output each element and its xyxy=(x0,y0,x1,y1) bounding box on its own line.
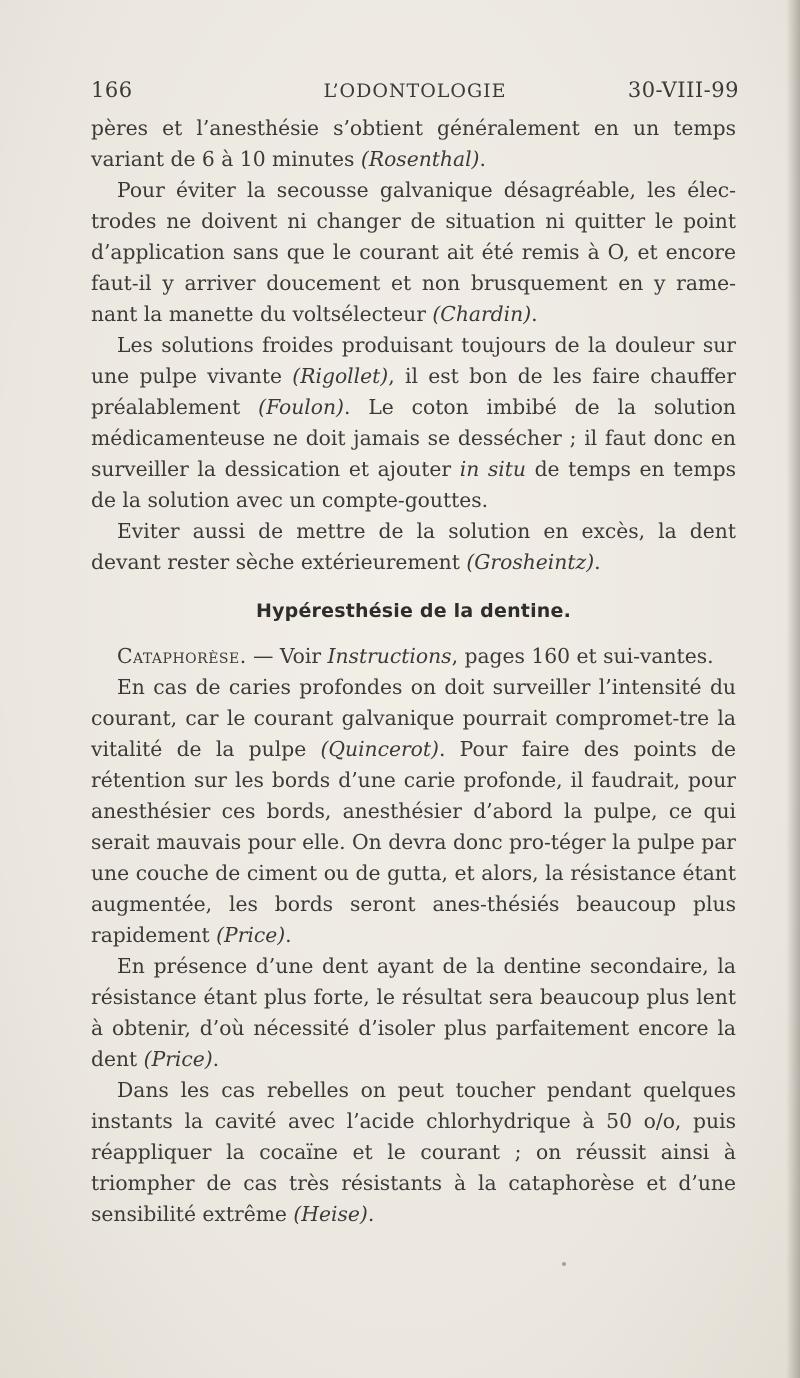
paper-speck xyxy=(562,1262,566,1266)
citation: (Price) xyxy=(143,1047,213,1071)
paragraph-2 xyxy=(91,175,736,330)
paragraph-4 xyxy=(91,516,736,578)
paragraph-8 xyxy=(91,1075,736,1230)
section-heading: Hypéresthésie de la dentine. xyxy=(255,600,572,622)
term-smallcaps: Cataphorèse. xyxy=(117,644,247,668)
latin-phrase: in situ xyxy=(459,457,526,481)
citation: (Price) xyxy=(216,923,286,947)
paragraph-text: Dans les cas rebelles on peut toucher pendant quelques instants la cavité avec l’acide chlorhydrique à 50 o/o, puis réappliquer la cocaïne et le courant ; on réussit ainsi à triompher de cas très résistants à la cataphorèse et d’une sensibilité extrême xyxy=(91,1078,736,1226)
citation: (Quincerot) xyxy=(320,737,439,761)
page-edge-shadow xyxy=(786,0,800,1378)
paragraph-3 xyxy=(91,330,736,516)
paragraph-text: . xyxy=(212,1047,220,1071)
paragraph-text: . xyxy=(531,302,538,326)
citation: (Grosheintz) xyxy=(466,550,595,574)
paragraph-text: . xyxy=(594,550,601,574)
paragraph-text: . xyxy=(479,147,486,171)
paragraph-6 xyxy=(91,672,736,951)
journal-title: L’ODONTOLOGIE xyxy=(323,80,507,102)
paragraph-7 xyxy=(91,951,736,1075)
citation: (Rosenthal) xyxy=(360,147,480,171)
running-header xyxy=(91,74,739,110)
citation: (Rigollet) xyxy=(292,364,389,388)
paragraph-text: Les solutions froides produisant toujours de la douleur sur une pulpe vivante xyxy=(91,333,736,388)
paragraph-text: . xyxy=(285,923,292,947)
citation: (Heise) xyxy=(293,1202,368,1226)
paragraph-text: En présence d’une dent ayant de la dentine secondaire, la résistance étant plus forte, le résultat sera beaucoup plus lent à obtenir, d’où nécessité d’isoler plus parfaitement encore la dent xyxy=(91,954,736,1071)
paragraph-text: . Le coton imbibé de la solution médicamenteuse ne doit jamais se dessécher ; il faut donc en surveiller la dessication et ajouter xyxy=(91,395,736,481)
body-text xyxy=(91,113,736,1230)
paragraph-text: de temps en temps de la solution avec un compte-gouttes. xyxy=(91,457,736,512)
paragraph-1 xyxy=(91,113,736,175)
issue-date: 30-VIII-99 xyxy=(627,78,739,102)
paragraph-text: . xyxy=(367,1202,375,1226)
paragraph-text: En cas de caries profondes on doit surveiller l’intensité du courant, car le courant galvanique pourrait compromet-tre la vitalité de la pulpe xyxy=(91,675,736,761)
paragraph-text: . Pour faire des points de rétention sur les bords d’une carie profonde, il faudrait, pour anesthésier ces bords, anesthésier d’abord la pulpe, ce qui serait mauvais pour elle. On devra donc pro-téger la pulpe par une couche de ciment ou de gutta, et alors, la résistance étant augmentée, les bords seront anes-thésiés beaucoup plus rapidement xyxy=(91,737,736,947)
paragraph-text: Pour éviter la secousse galvanique désagréable, les élec-trodes ne doivent ni changer de situation ni quitter le point d’application sans que le courant ait été remis à O, et encore faut-il y arriver doucement et non brusquement en y rame-nant la manette du voltsélecteur xyxy=(91,178,736,326)
citation: (Chardin) xyxy=(432,302,532,326)
citation: (Foulon) xyxy=(258,395,344,419)
paragraph-text: — Voir xyxy=(246,644,328,668)
paragraph-text: , pages 160 et sui-vantes. xyxy=(451,644,714,668)
page-number: 166 xyxy=(91,78,133,102)
paragraph-5 xyxy=(91,641,736,672)
cross-reference: Instructions xyxy=(327,644,452,668)
paragraph-text: pères et l’anesthésie s’obtient généralement en un temps variant de 6 à 10 minutes xyxy=(91,116,736,171)
paragraph-text: Eviter aussi de mettre de la solution en excès, la dent devant rester sèche extérieurement xyxy=(91,519,736,574)
paragraph-text: , il est bon de les faire chauffer préalablement xyxy=(91,364,736,419)
